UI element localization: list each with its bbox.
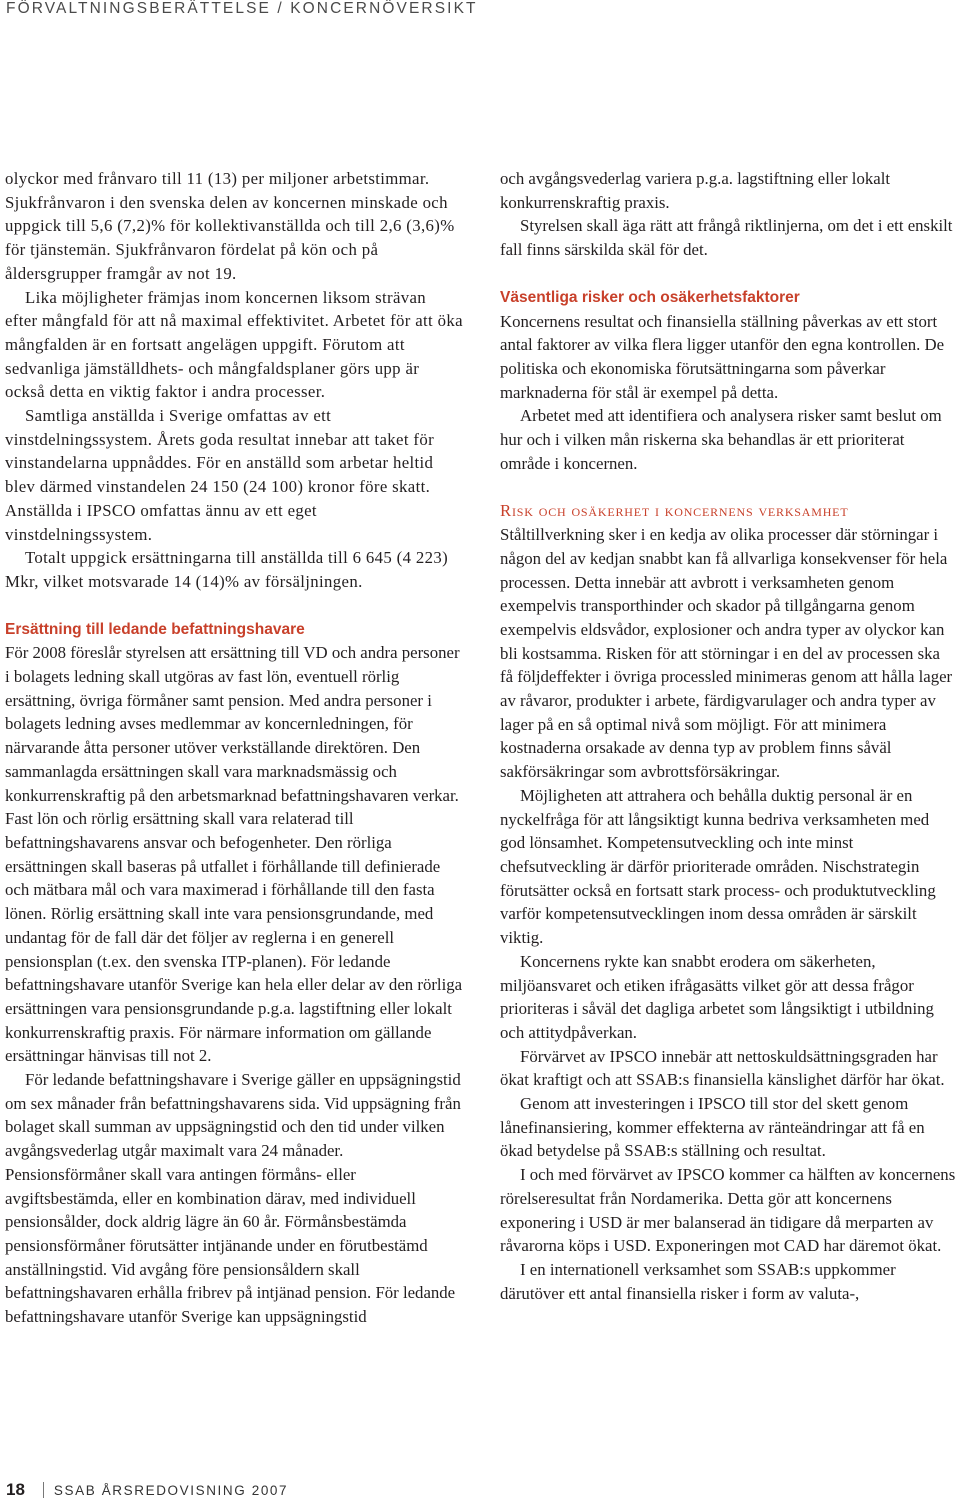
body-paragraph: och avgångsvederlag variera p.g.a. lagstiftning eller lokalt konkurrenskraftig praxis. bbox=[500, 169, 891, 212]
publication-title: SSAB ÅRSREDOVISNING 2007 bbox=[53, 1482, 289, 1498]
running-header: FÖRVALTNINGSBERÄTTELSE / KONCERNÖVERSIKT bbox=[6, 0, 478, 17]
body-paragraph: Genom att investeringen i IPSCO till stor del skett genom lånefinansiering, kommer effekterna av ränteändringar att få en ökad betydelse på SSAB:s ställning och resultat. bbox=[500, 1094, 925, 1161]
body-paragraph: Koncernens rykte kan snabbt erodera om säkerheten, miljöansvaret och etiken ifrågasätts vilket gör att dessa frågor prioriteras i såväl det dagliga arbetet som långsiktigt i utbildning och attitydpåverkan. bbox=[500, 951, 934, 1042]
body-paragraph: Samtliga anställda i Sverige omfattas av ett vinstdelningssystem. Årets goda resultat innebar att taket för vinstandelarna uppnåddes. För en anställd som arbetar heltid blev därmed vinstandelen 24 150 (24 100) kronor före skatt. Anställda i IPSCO omfattas ännu av ett eget vinstdelningssystem. bbox=[5, 406, 435, 544]
page-footer bbox=[6, 1479, 288, 1501]
body-paragraph: För ledande befattningshavare i Sverige gäller en uppsägningstid om sex månader från befattningshavarens sida. Vid uppsägning från bolaget skall summan av uppsägningstid och den tid under vilken avgångsvederlag utgår maximalt vara 24 månader. Pensionsförmåner skall vara antingen förmåns- eller avgiftsbestämda, eller en kombination därav, med individuell pensionsålder, dock aldrig lägre än 60 år. Förmånsbestämda pensionsförmåner förutsätter intjänande under en förutbestämd anställningstid. Vid avgång före pensionsåldern skall befattningshavaren erhålla fribrev på intjänad pension. För ledande befattningshavare utanför Sverige kan uppsägningstid bbox=[5, 1070, 461, 1327]
body-paragraph: Koncernens resultat och finansiella ställning påverkas av ett stort antal faktorer av vilka flera ligger utanför den egna kontrollen. De politiska och ekonomiska förutsättningarna som påverkar marknaderna för stål är exempel på detta. bbox=[500, 311, 945, 402]
body-paragraph: I en internationell verksamhet som SSAB:s uppkommer därutöver ett antal finansiella risker i form av valuta-, bbox=[500, 1259, 896, 1303]
right-column bbox=[500, 167, 956, 1305]
body-paragraph: Lika möjligheter främjas inom koncernen liksom strävan efter mångfald för att nå maximal effektivitet. Arbetet för att öka mångfalden är en fortsatt angelägen uppgift. Förutom att sedvanliga jämställdhets- och mångfaldsplaner görs upp är också detta en viktig faktor i andra processer. bbox=[5, 287, 463, 402]
body-paragraph: Arbetet med att identifiera och analysera risker samt beslut om hur och i vilken mån riskerna ska behandlas är ett prioriterat område i koncernen. bbox=[500, 406, 942, 473]
page-number: 18 bbox=[6, 1480, 25, 1499]
section-heading: Väsentliga risker och osäkerhetsfaktorer bbox=[500, 288, 800, 306]
body-paragraph: Ståltillverkning sker i en kedja av olika processer där störningar i någon del av kedjan snabbt kan få allvarliga konsekvenser för hela processen. Detta innebär att avbrott i verksamheten genom exempelvis transporthinder och skador på tillgångarna genom exempelvis eldsvådor, explosioner och andra typer av olyckor kan bli kostsamma. Risken för att störningar i en del av processen ska få följdeffekter i övriga processled minimeras genom att hålla lager av råvaror, produkter i arbete, färdigvarulager och andra typer av lager på en så optimal nivå som möjligt. För att minimera kostnaderna orsakade av denna typ av problem finns såväl sakförsäkringar som avbrottsförsäkringar. bbox=[500, 525, 953, 782]
body-paragraph: Möjligheten att attrahera och behålla duktig personal är en nyckelfråga för att långsiktigt kunna bedriva verksamheten med god lönsamhet. Kompetensutveckling och inte minst chefsutveckling är därför prioriterade områden. Nischstrategin förutsätter också en fortsatt stark process- och produktutveckling varför kompetensutvecklingen inom dessa områden är särskilt viktig. bbox=[500, 785, 936, 948]
body-paragraph: olyckor med frånvaro till 11 (13) per miljoner arbetstimmar. Sjukfrånvaron i den svenska delen av koncernen minskade och uppgick till 5,6 (7,2)% för kollektivanställda och till 2,6 (3,6)% för tjänstemän. Sjukfrånvaron fördelat på kön och på åldersgrupper framgår av not 19. bbox=[5, 169, 455, 283]
section-heading: Ersättning till ledande befattningshavare bbox=[5, 620, 305, 638]
section-spacer bbox=[500, 262, 956, 286]
section-spacer bbox=[500, 475, 956, 499]
body-paragraph: Förvärvet av IPSCO innebär att nettoskuldsättningsgraden har ökat kraftigt och att SSAB:s finansiella känslighet därför har ökat. bbox=[500, 1046, 945, 1090]
subsection-heading: Risk och osäkerhet i koncernens verksamhet bbox=[500, 501, 849, 521]
body-paragraph: För 2008 föreslår styrelsen att ersättning till VD och andra personer i bolagets ledning skall utgöras av fast lön, eventuell rörlig ersättning, övriga förmåner samt pension. Med andra personer i bolagets ledning avses medlemmar av koncernledningen, för närvarande åtta personer utöver verkställande direktören. Den sammanlagda ersättningen skall vara marknadsmässig och konkurrenskraftig på den arbetsmarknad befattningshavaren verkar. Fast lön och rörlig ersättning skall vara relaterad till befattningshavarens ansvar och befogenheter. Den rörliga ersättningen skall baseras på utfallet i förhållande till definierade och mätbara mål och vara maximerad i förhållande till den fasta lönen. Rörlig ersättning skall inte vara pensionsgrundande, med undantag för de fall där det följer av reglerna i en generell pensionsplan (t.ex. den svenska ITP-planen). För ledande befattningshavare utanför Sverige kan hela eller delar av den rörliga ersättningen vara pensionsgrundande p.g.a. lagstiftning eller lokalt konkurrenskraftig praxis. För närmare information om gällande ersättningar hänvisas till not 2. bbox=[5, 643, 463, 1066]
body-paragraph: Totalt uppgick ersättningarna till anställda till 6 645 (4 223) Mkr, vilket motsvarade 14 (14)% av försäljningen. bbox=[5, 548, 449, 591]
left-column bbox=[5, 167, 463, 1329]
section-spacer bbox=[5, 594, 463, 618]
footer-divider bbox=[43, 1482, 44, 1498]
body-paragraph: I och med förvärvet av IPSCO kommer ca hälften av koncernens rörelseresultat från Nordamerika. Detta gör att koncernens exponering i USD är mer balanserad än tidigare då merparten av råvarorna köps i USD. Exponeringen mot CAD har däremot ökat. bbox=[500, 1165, 956, 1256]
body-paragraph: Styrelsen skall äga rätt att frångå riktlinjerna, om det i ett enskilt fall finns särskilda skäl för det. bbox=[500, 216, 953, 260]
